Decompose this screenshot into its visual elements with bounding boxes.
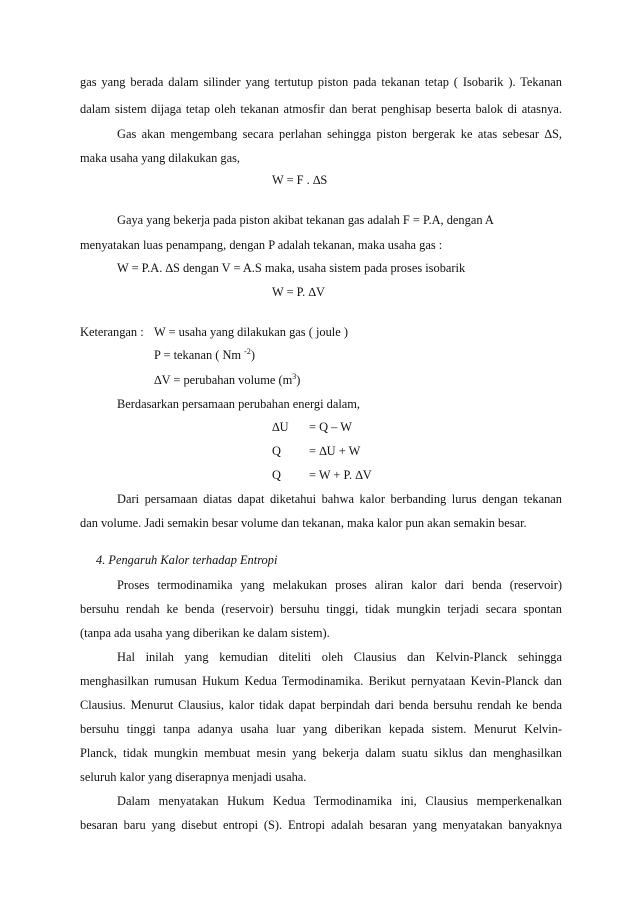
text-line: Gaya yang bekerja pada piston akibat tekanan gas adalah F = P.A, dengan A xyxy=(117,213,494,227)
section-heading: 4. Pengaruh Kalor terhadap Entropi xyxy=(96,553,278,567)
keterangan-p: P = tekanan ( Nm $^{-2}$) xyxy=(154,346,255,362)
equation: W = P. ∆V xyxy=(272,285,325,299)
text-line: besaran baru yang disebut entropi (S). Entropi adalah besaran yang menyatakan banyaknya xyxy=(80,818,562,832)
text-line: maka usaha yang dilakukan gas, xyxy=(80,151,240,165)
text-line: menghasilkan rumusan Hukum Kedua Termodinamika. Berikut pernyataan Kevin-Planck dan xyxy=(80,674,562,688)
text-line: Berdasarkan persamaan perubahan energi dalam, xyxy=(117,397,360,411)
keterangan-v: ∆V = perubahan volume $(m^3)$ xyxy=(154,371,301,387)
text-line: menyatakan luas penampang, dengan P adalah tekanan, maka usaha gas : xyxy=(80,238,443,252)
text-line: Clausius. Menurut Clausius, kalor tidak dapat berpindah dari benda bersuhu rendah ke benda xyxy=(80,698,562,712)
text-line: dan volume. Jadi semakin besar volume dan tekanan, maka kalor pun akan semakin besar. xyxy=(80,516,527,530)
keterangan-label: Keterangan : xyxy=(80,325,144,339)
text-line: seluruh kalor yang diserapnya menjadi usaha. xyxy=(80,770,307,784)
text-line: Dari persamaan diatas dapat diketahui bahwa kalor berbanding lurus dengan tekanan xyxy=(117,492,562,506)
text-line: Gas akan mengembang secara perlahan sehingga piston bergerak ke atas sebesar ∆S, xyxy=(117,127,562,141)
text-line: Dalam menyatakan Hukum Kedua Termodinamika ini, Clausius memperkenalkan xyxy=(117,794,562,808)
text-line: Planck, tidak mungkin membuat mesin yang bekerja dalam suatu siklus dan menghasilkan xyxy=(80,746,562,760)
equation: W = F . ∆S xyxy=(272,173,328,187)
document-page: gas yang berada dalam silinder yang tertutup piston pada tekanan tetap ( Isobarik ). Tekanan dalam sistem dijaga tetap oleh tekanan atmosfir dan berat penghisap beserta balok di atasnya. Gas akan mengembang secara perlahan sehingga piston bergerak ke atas sebesar ∆S, maka usaha yang dilakukan gas, W = F . ∆S Gaya yang bekerja pada piston akibat tekanan gas adalah F = P.A, dengan A menyatakan luas penampang, dengan P adalah tekanan, maka usaha gas : W = P.A. ∆S dengan V = A.S maka, usaha sistem pada proses isobarik W = P. ∆V Keterangan : W = usaha yang dilakukan gas ( joule ) P = tekanan ( Nm $^{-2}$) ∆V = perubahan volume $(m^3)$ Berdasarkan persamaan perubahan energi dalam, ∆U = Q – W Q = ∆U + W Q = W + P. ∆V Dari persamaan diatas dapat diketahui bahwa kalor berbanding lurus dengan tekanan dan volume. Jadi semakin besar volume dan tekanan, maka kalor pun akan semakin besar. 4. Pengaruh Kalor terhadap Entropi Proses termodinamika yang melakukan proses aliran kalor dari benda (reservoir) bersuhu rendah ke benda (reservoir) bersuhu tinggi, tidak mungkin terjadi secara spontan (tanpa ada usaha yang diberikan ke dalam sistem). Hal inilah yang kemudian diteliti oleh Clausius dan Kelvin-Planck sehingga menghasilkan rumusan Hukum Kedua Termodinamika. Berikut pernyataan Kevin-Planck dan Clausius. Menurut Clausius, kalor tidak dapat berpindah dari benda bersuhu rendah ke benda bersuhu tinggi tanpa adanya usaha luar yang diberikan kepada sistem. Menurut Kelvin- Planck, tidak mungkin membuat mesin yang bekerja dalam suatu siklus dan menghasilkan seluruh kalor yang diserapnya menjadi usaha. Dalam menyatakan Hukum Kedua Termodinamika ini, Clausius memperkenalkan besaran baru yang disebut entropi (S). Entropi adalah besaran yang menyatakan banyaknya xyxy=(0,0,638,903)
keterangan-w: W = usaha yang dilakukan gas ( joule ) xyxy=(154,325,348,339)
text-line: dalam sistem dijaga tetap oleh tekanan atmosfir dan berat penghisap beserta balok di atasnya. xyxy=(80,102,562,116)
text-line: W = P.A. ∆S dengan V = A.S maka, usaha sistem pada proses isobarik xyxy=(117,261,466,275)
text-line: Hal inilah yang kemudian diteliti oleh Clausius dan Kelvin-Planck sehingga xyxy=(117,650,562,664)
text-line: Proses termodinamika yang melakukan proses aliran kalor dari benda (reservoir) xyxy=(117,578,562,592)
text-line: bersuhu rendah ke benda (reservoir) bersuhu tinggi, tidak mungkin terjadi secara spontan xyxy=(80,602,562,616)
text-line: bersuhu tinggi tanpa adanya usaha luar yang diberikan kepada sistem. Menurut Kelvin- xyxy=(80,722,562,736)
text-line: (tanpa ada usaha yang diberikan ke dalam sistem). xyxy=(80,626,330,640)
text-line: gas yang berada dalam silinder yang tertutup piston pada tekanan tetap ( Isobarik ). Tekanan xyxy=(80,75,562,89)
